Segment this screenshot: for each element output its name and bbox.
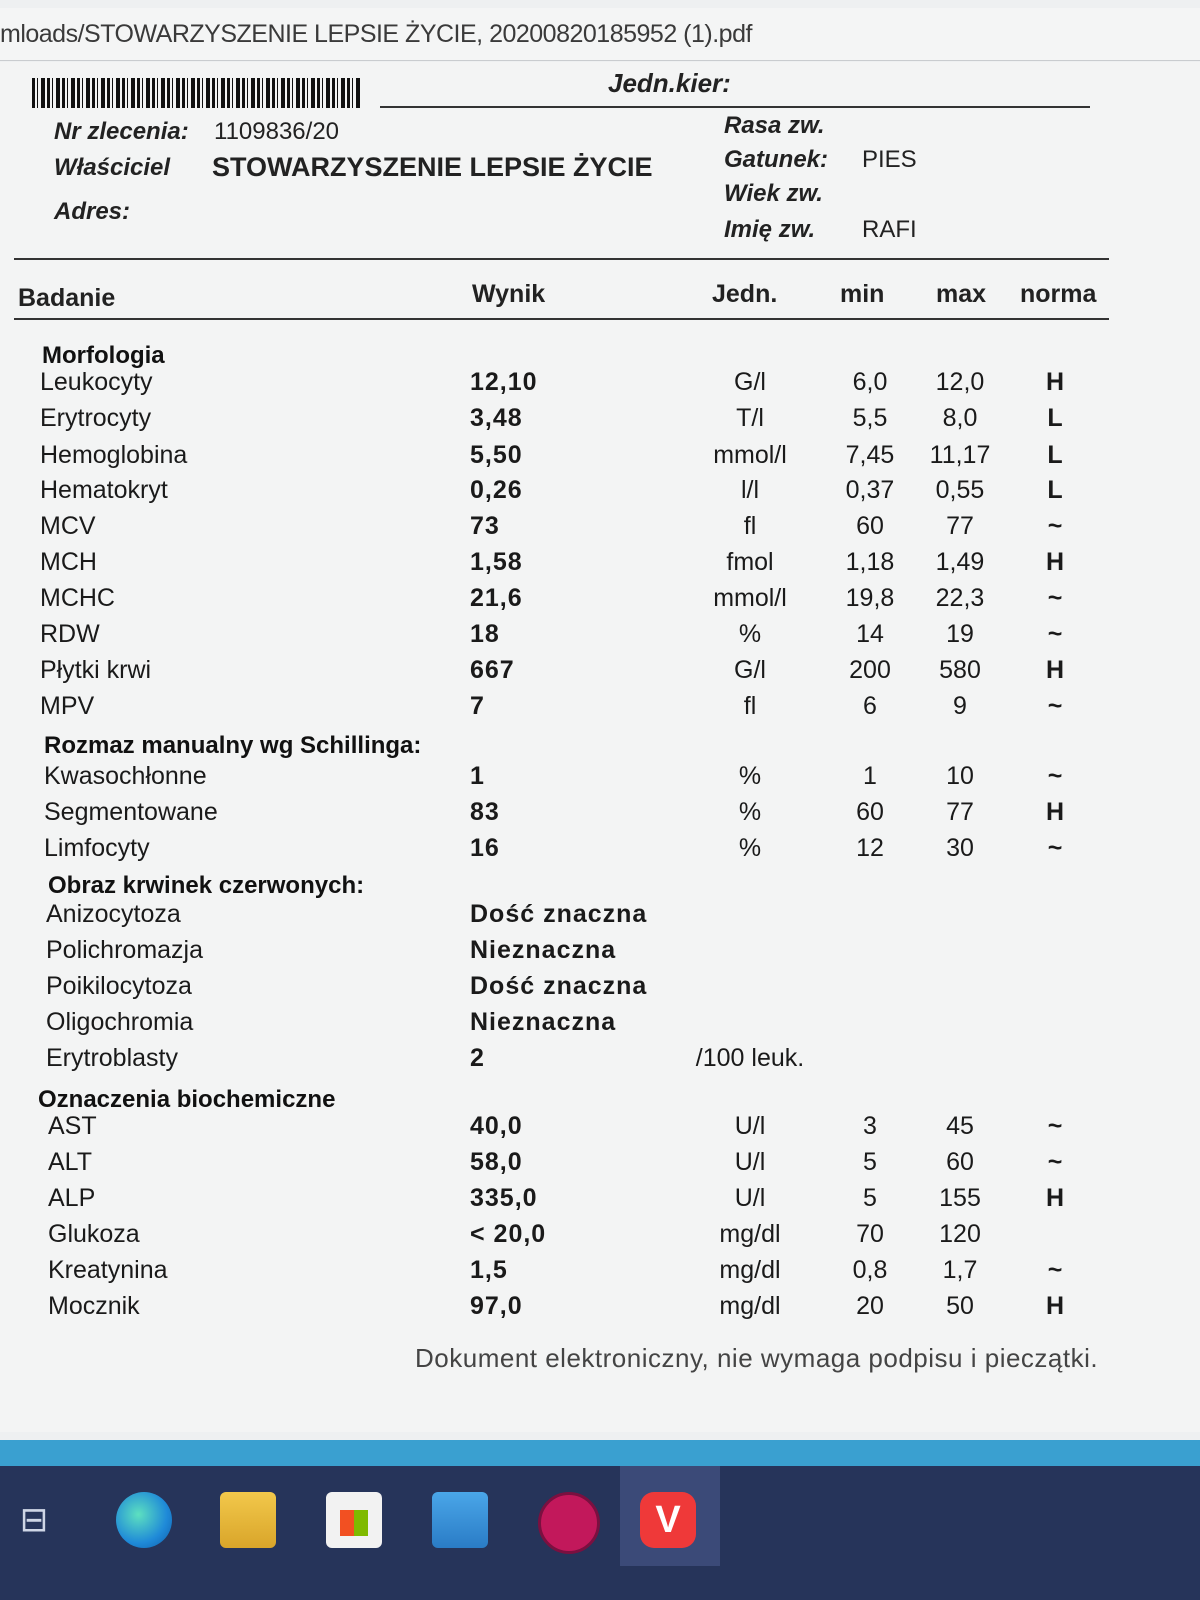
table-row <box>0 972 1200 1008</box>
range-max: 8,0 <box>942 404 978 432</box>
section-rbc-picture: Obraz krwinek czerwonych: <box>48 872 365 899</box>
table-row <box>0 834 1200 870</box>
section-schilling: Rozmaz manualny wg Schillinga: <box>44 732 422 759</box>
norm-flag: ~ <box>1047 692 1063 720</box>
table-row <box>0 548 1200 584</box>
divider <box>14 318 1109 320</box>
result-value: Dość znaczna <box>470 972 648 1000</box>
unit: l/l <box>740 476 760 504</box>
result-value: 7 <box>470 692 485 720</box>
divider <box>380 106 1090 108</box>
table-row <box>0 584 1200 620</box>
table-row <box>0 1148 1200 1184</box>
test-name: Glukoza <box>48 1220 140 1248</box>
col-header-test: Badanie <box>18 284 116 312</box>
table-row <box>0 368 1200 404</box>
result-value: 83 <box>470 798 500 826</box>
table-row <box>0 656 1200 692</box>
unit: U/l <box>734 1112 766 1140</box>
game-icon[interactable] <box>538 1492 600 1554</box>
result-value: 21,6 <box>470 584 523 612</box>
norm-flag: ~ <box>1047 762 1063 790</box>
unit: G/l <box>734 368 766 396</box>
section-morphology: Morfologia <box>42 342 165 369</box>
range-min: 70 <box>856 1220 884 1248</box>
unit: T/l <box>736 404 764 432</box>
unit: U/l <box>734 1148 766 1176</box>
unit: mmol/l <box>713 441 787 469</box>
norm-flag: H <box>1045 368 1065 396</box>
result-value: 18 <box>470 620 500 648</box>
test-name: Limfocyty <box>44 834 150 862</box>
norm-flag: L <box>1047 441 1063 469</box>
range-max: 50 <box>946 1292 974 1320</box>
unit: G/l <box>734 656 766 684</box>
table-row <box>0 936 1200 972</box>
table-row <box>0 900 1200 936</box>
test-name: Hemoglobina <box>40 441 188 469</box>
test-name: ALT <box>48 1148 92 1176</box>
range-min: 5 <box>863 1184 877 1212</box>
norm-flag: ~ <box>1047 512 1063 540</box>
range-min: 12 <box>856 834 884 862</box>
test-name: Oligochromia <box>46 1008 194 1036</box>
title-bar <box>0 8 1200 61</box>
range-max: 22,3 <box>935 584 985 612</box>
col-header-result: Wynik <box>472 280 546 308</box>
range-max: 77 <box>946 798 974 826</box>
result-value: 2 <box>470 1044 485 1072</box>
norm-flag: H <box>1045 548 1065 576</box>
jedn-kier-label: Jedn.kier: <box>608 68 731 98</box>
range-max: 45 <box>946 1112 974 1140</box>
taskbar <box>0 1466 1200 1600</box>
result-value: 97,0 <box>470 1292 523 1320</box>
result-value: Nieznaczna <box>470 936 617 964</box>
col-header-norm: norma <box>1020 280 1097 308</box>
range-max: 580 <box>939 656 981 684</box>
task-view-icon[interactable]: ⊟ <box>19 1501 49 1539</box>
result-value: 3,48 <box>470 404 523 432</box>
result-value: Nieznaczna <box>470 1008 617 1036</box>
file-path-title: mloads/STOWARZYSZENIE LEPSIE ŻYCIE, 20200820185952 (1).pdf <box>0 20 752 48</box>
range-max: 155 <box>939 1184 981 1212</box>
taskbar-accent <box>0 1440 1200 1466</box>
test-name: RDW <box>40 620 100 648</box>
range-min: 5 <box>863 1148 877 1176</box>
table-row <box>0 441 1200 477</box>
unit: fmol <box>726 548 774 576</box>
range-max: 120 <box>939 1220 981 1248</box>
unit: fl <box>743 512 757 540</box>
norm-flag: L <box>1047 404 1063 432</box>
table-row <box>0 1008 1200 1044</box>
range-max: 9 <box>953 692 967 720</box>
test-name: Mocznik <box>48 1292 140 1320</box>
breed-label: Rasa zw. <box>724 112 825 139</box>
range-max: 30 <box>946 834 974 862</box>
result-value: 58,0 <box>470 1148 523 1176</box>
test-name: Segmentowane <box>44 798 218 826</box>
range-min: 6,0 <box>852 368 888 396</box>
test-name: Hematokryt <box>40 476 168 504</box>
unit: fl <box>743 692 757 720</box>
range-min: 60 <box>856 512 884 540</box>
range-max: 1,7 <box>942 1256 978 1284</box>
result-value: < 20,0 <box>470 1220 547 1248</box>
result-value: 1 <box>470 762 485 790</box>
range-min: 6 <box>863 692 877 720</box>
animal-name-label: Imię zw. <box>724 216 816 243</box>
norm-flag: H <box>1045 1184 1065 1212</box>
range-min: 19,8 <box>845 584 895 612</box>
unit: % <box>738 620 762 648</box>
barcode <box>32 78 362 108</box>
mail-icon[interactable] <box>432 1492 488 1548</box>
col-header-max: max <box>936 280 987 308</box>
edge-icon[interactable] <box>116 1492 172 1548</box>
range-min: 5,5 <box>852 404 888 432</box>
test-name: Erytrocyty <box>40 404 152 432</box>
range-min: 1 <box>863 762 877 790</box>
divider <box>14 258 1109 260</box>
norm-flag: ~ <box>1047 1148 1063 1176</box>
store-icon[interactable] <box>326 1492 382 1548</box>
test-name: Erytroblasty <box>46 1044 178 1072</box>
table-row <box>0 1044 1200 1080</box>
range-min: 60 <box>856 798 884 826</box>
norm-flag: L <box>1047 476 1063 504</box>
order-number-value: 1109836/20 <box>214 118 340 145</box>
range-max: 77 <box>946 512 974 540</box>
range-min: 1,18 <box>845 548 895 576</box>
table-row <box>0 620 1200 656</box>
test-name: AST <box>48 1112 97 1140</box>
norm-flag: ~ <box>1047 1256 1063 1284</box>
norm-flag: ~ <box>1047 834 1063 862</box>
result-value: 1,58 <box>470 548 523 576</box>
table-row <box>0 512 1200 548</box>
result-value: 40,0 <box>470 1112 523 1140</box>
range-max: 10 <box>946 762 974 790</box>
test-name: MCV <box>40 512 96 540</box>
result-value: 12,10 <box>470 368 538 396</box>
col-header-min: min <box>840 280 885 308</box>
test-name: Kreatynina <box>48 1256 168 1284</box>
result-value: 73 <box>470 512 500 540</box>
range-min: 14 <box>856 620 884 648</box>
test-name: MCHC <box>40 584 115 612</box>
norm-flag: H <box>1045 1292 1065 1320</box>
order-number-label: Nr zlecenia: <box>54 118 189 145</box>
unit: mg/dl <box>719 1220 781 1248</box>
range-max: 60 <box>946 1148 974 1176</box>
unit: % <box>738 834 762 862</box>
table-row <box>0 762 1200 798</box>
unit: mg/dl <box>719 1256 781 1284</box>
table-row <box>0 798 1200 834</box>
range-min: 7,45 <box>845 441 895 469</box>
range-max: 0,55 <box>935 476 985 504</box>
footer-note: Dokument elektroniczny, nie wymaga podpisu i pieczątki. <box>415 1343 1099 1373</box>
file-explorer-icon[interactable] <box>220 1492 276 1548</box>
owner-value: STOWARZYSZENIE LEPSIE ŻYCIE <box>212 152 653 182</box>
range-max: 11,17 <box>929 441 991 469</box>
table-row <box>0 1112 1200 1148</box>
owner-label: Właściciel <box>54 154 171 181</box>
address-label: Adres: <box>54 198 131 225</box>
result-value: 667 <box>470 656 515 684</box>
age-label: Wiek zw. <box>724 180 823 207</box>
test-name: Polichromazja <box>46 936 204 964</box>
table-row <box>0 1184 1200 1220</box>
result-value: 0,26 <box>470 476 523 504</box>
result-value: 16 <box>470 834 500 862</box>
unit: % <box>738 762 762 790</box>
range-min: 20 <box>856 1292 884 1320</box>
range-min: 200 <box>849 656 891 684</box>
table-row <box>0 692 1200 728</box>
table-row <box>0 1256 1200 1292</box>
test-name: Płytki krwi <box>40 656 152 684</box>
test-name: Kwasochłonne <box>44 762 207 790</box>
table-row <box>0 404 1200 440</box>
norm-flag: H <box>1045 656 1065 684</box>
unit: U/l <box>734 1184 766 1212</box>
unit: % <box>738 798 762 826</box>
norm-flag: H <box>1045 798 1065 826</box>
test-name: MCH <box>40 548 97 576</box>
norm-flag: ~ <box>1047 620 1063 648</box>
test-name: Leukocyty <box>40 368 153 396</box>
test-name: Anizocytoza <box>46 900 181 928</box>
animal-name-value: RAFI <box>862 216 917 243</box>
test-name: MPV <box>40 692 95 720</box>
species-value: PIES <box>862 146 917 173</box>
unit: /100 leuk. <box>695 1044 805 1072</box>
result-value: 1,5 <box>470 1256 508 1284</box>
range-max: 12,0 <box>935 368 985 396</box>
result-value: 335,0 <box>470 1184 538 1212</box>
table-row <box>0 476 1200 512</box>
test-name: ALP <box>48 1184 96 1212</box>
range-max: 19 <box>946 620 974 648</box>
col-header-unit: Jedn. <box>712 280 778 308</box>
section-biochemistry: Oznaczenia biochemiczne <box>38 1086 336 1113</box>
species-label: Gatunek: <box>724 146 829 173</box>
unit: mg/dl <box>719 1292 781 1320</box>
range-max: 1,49 <box>935 548 985 576</box>
norm-flag: ~ <box>1047 584 1063 612</box>
range-min: 0,8 <box>852 1256 888 1284</box>
table-row <box>0 1292 1200 1328</box>
result-value: Dość znaczna <box>470 900 648 928</box>
table-row <box>0 1220 1200 1256</box>
result-value: 5,50 <box>470 441 523 469</box>
unit: mmol/l <box>713 584 787 612</box>
test-name: Poikilocytoza <box>46 972 192 1000</box>
norm-flag: ~ <box>1047 1112 1063 1140</box>
range-min: 3 <box>863 1112 877 1140</box>
vivaldi-icon[interactable]: V <box>640 1492 696 1548</box>
range-min: 0,37 <box>845 476 895 504</box>
